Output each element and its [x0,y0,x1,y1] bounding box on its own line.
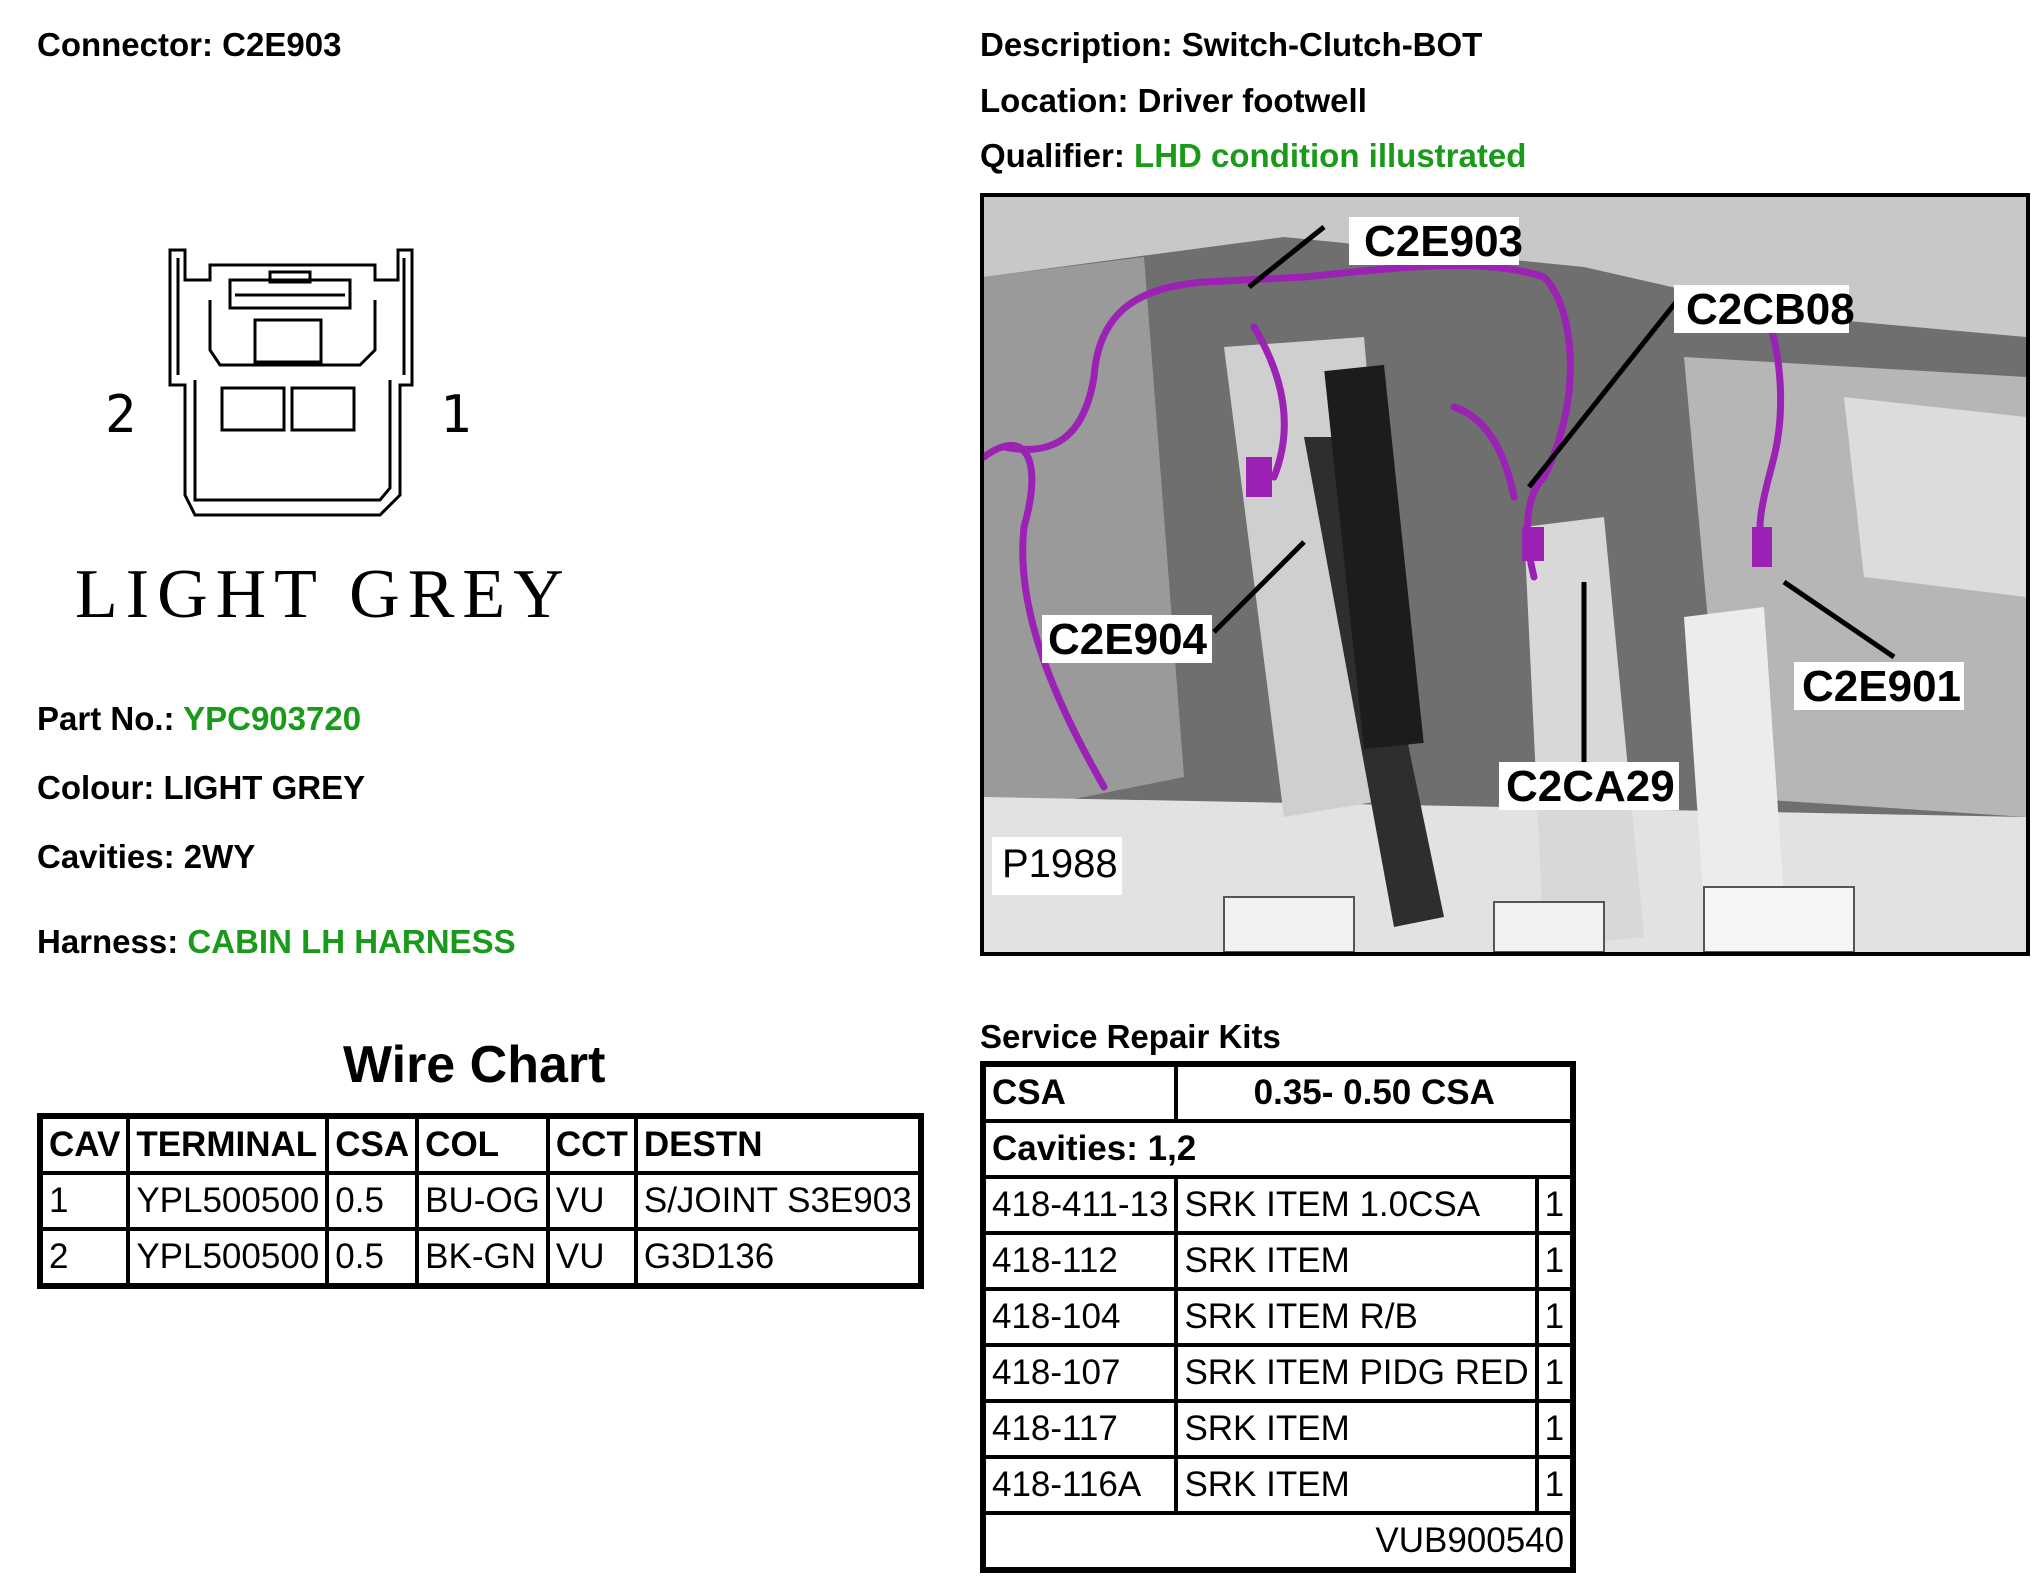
table-row [983,1345,1573,1401]
table-row [983,1401,1573,1457]
connector-face-drawing [150,240,450,530]
col-cav: CAV [40,1116,128,1173]
repair-kits-table [980,1061,1576,1573]
kit-qty: 1 [1537,1233,1573,1289]
cavities-label: Cavities: [37,838,175,875]
location-photo [980,193,2030,956]
kit-csa-value: 0.35- 0.50 CSA [1176,1064,1573,1121]
kit-csa-label: CSA [983,1064,1176,1121]
kit-cavities-row [983,1121,1573,1177]
cavities-line [37,838,255,876]
kit-qty: 1 [1537,1289,1573,1345]
qualifier-label: Qualifier: [980,137,1125,174]
cell-cct: VU [548,1229,636,1286]
callout-c2cb08: C2CB08 [1686,285,1855,334]
kit-qty: 1 [1537,1345,1573,1401]
table-row [40,1173,921,1229]
cell-destn: G3D136 [636,1229,921,1286]
connector-label: Connector: [37,26,213,63]
col-csa: CSA [327,1116,417,1173]
cell-cct: VU [548,1173,636,1229]
kit-item-desc: SRK ITEM PIDG RED [1176,1345,1536,1401]
location-value: Driver footwell [1137,82,1367,119]
kit-item-desc: SRK ITEM [1176,1401,1536,1457]
col-terminal: TERMINAL [128,1116,327,1173]
photo-reference: P1988 [1002,842,1118,886]
kit-item-desc: SRK ITEM [1176,1233,1536,1289]
cell-csa: 0.5 [327,1173,417,1229]
cell-terminal: YPL500500 [128,1229,327,1286]
cell-destn: S/JOINT S3E903 [636,1173,921,1229]
kit-part-no: 418-107 [983,1345,1176,1401]
kit-item-desc: SRK ITEM R/B [1176,1289,1536,1345]
qualifier-value: LHD condition illustrated [1134,137,1527,174]
kit-qty: 1 [1537,1401,1573,1457]
kit-qty: 1 [1537,1177,1573,1233]
callout-c2e904: C2E904 [1048,615,1208,664]
kit-part-no: 418-117 [983,1401,1176,1457]
location-line [980,82,1367,120]
description-value: Switch-Clutch-BOT [1181,26,1483,63]
table-row [983,1233,1573,1289]
cell-cav: 1 [40,1173,128,1229]
pin-2-label: 2 [105,385,137,445]
kit-qty: 1 [1537,1457,1573,1513]
col-cct: CCT [548,1116,636,1173]
kit-footer-row [983,1513,1573,1570]
kit-cavities: Cavities: 1,2 [983,1121,1573,1177]
cavities-value: 2WY [183,838,256,875]
col-col: COL [417,1116,548,1173]
harness-label: Harness: [37,923,179,960]
colour-line [37,769,365,807]
table-row [983,1177,1573,1233]
cell-terminal: YPL500500 [128,1173,327,1229]
kit-part-no: 418-116A [983,1457,1176,1513]
cell-col: BK-GN [417,1229,548,1286]
wire-chart-table [37,1113,924,1289]
cell-csa: 0.5 [327,1229,417,1286]
pin-1-label: 1 [440,385,472,445]
description-line [980,26,1482,64]
harness-value: CABIN LH HARNESS [187,923,516,960]
colour-value: LIGHT GREY [163,769,366,806]
connector-colour-text: LIGHT GREY [75,556,572,633]
kit-footer-code: VUB900540 [983,1513,1573,1570]
cell-col: BU-OG [417,1173,548,1229]
part-label: Part No.: [37,700,175,737]
wire-chart-title: Wire Chart [343,1036,606,1094]
harness-line [37,923,516,961]
connector-value: C2E903 [222,26,342,63]
kit-part-no: 418-112 [983,1233,1176,1289]
kit-csa-row [983,1064,1573,1121]
wire-chart-header-row [40,1116,921,1173]
kit-part-no: 418-411-13 [983,1177,1176,1233]
table-row [40,1229,921,1286]
cell-cav: 2 [40,1229,128,1286]
table-row [983,1457,1573,1513]
kit-part-no: 418-104 [983,1289,1176,1345]
kit-item-desc: SRK ITEM [1176,1457,1536,1513]
part-number-line [37,700,361,738]
location-label: Location: [980,82,1129,119]
callout-c2e903: C2E903 [1364,217,1524,266]
callout-c2ca29: C2CA29 [1506,762,1675,811]
qualifier-line [980,137,1526,175]
kit-item-desc: SRK ITEM 1.0CSA [1176,1177,1536,1233]
footwell-illustration [984,197,2026,952]
part-value: YPC903720 [183,700,362,737]
callout-c2e901: C2E901 [1802,662,1962,711]
col-destn: DESTN [636,1116,921,1173]
description-label: Description: [980,26,1173,63]
colour-label: Colour: [37,769,155,806]
repair-kits-title: Service Repair Kits [980,1018,1281,1055]
table-row [983,1289,1573,1345]
connector-heading [37,26,341,64]
